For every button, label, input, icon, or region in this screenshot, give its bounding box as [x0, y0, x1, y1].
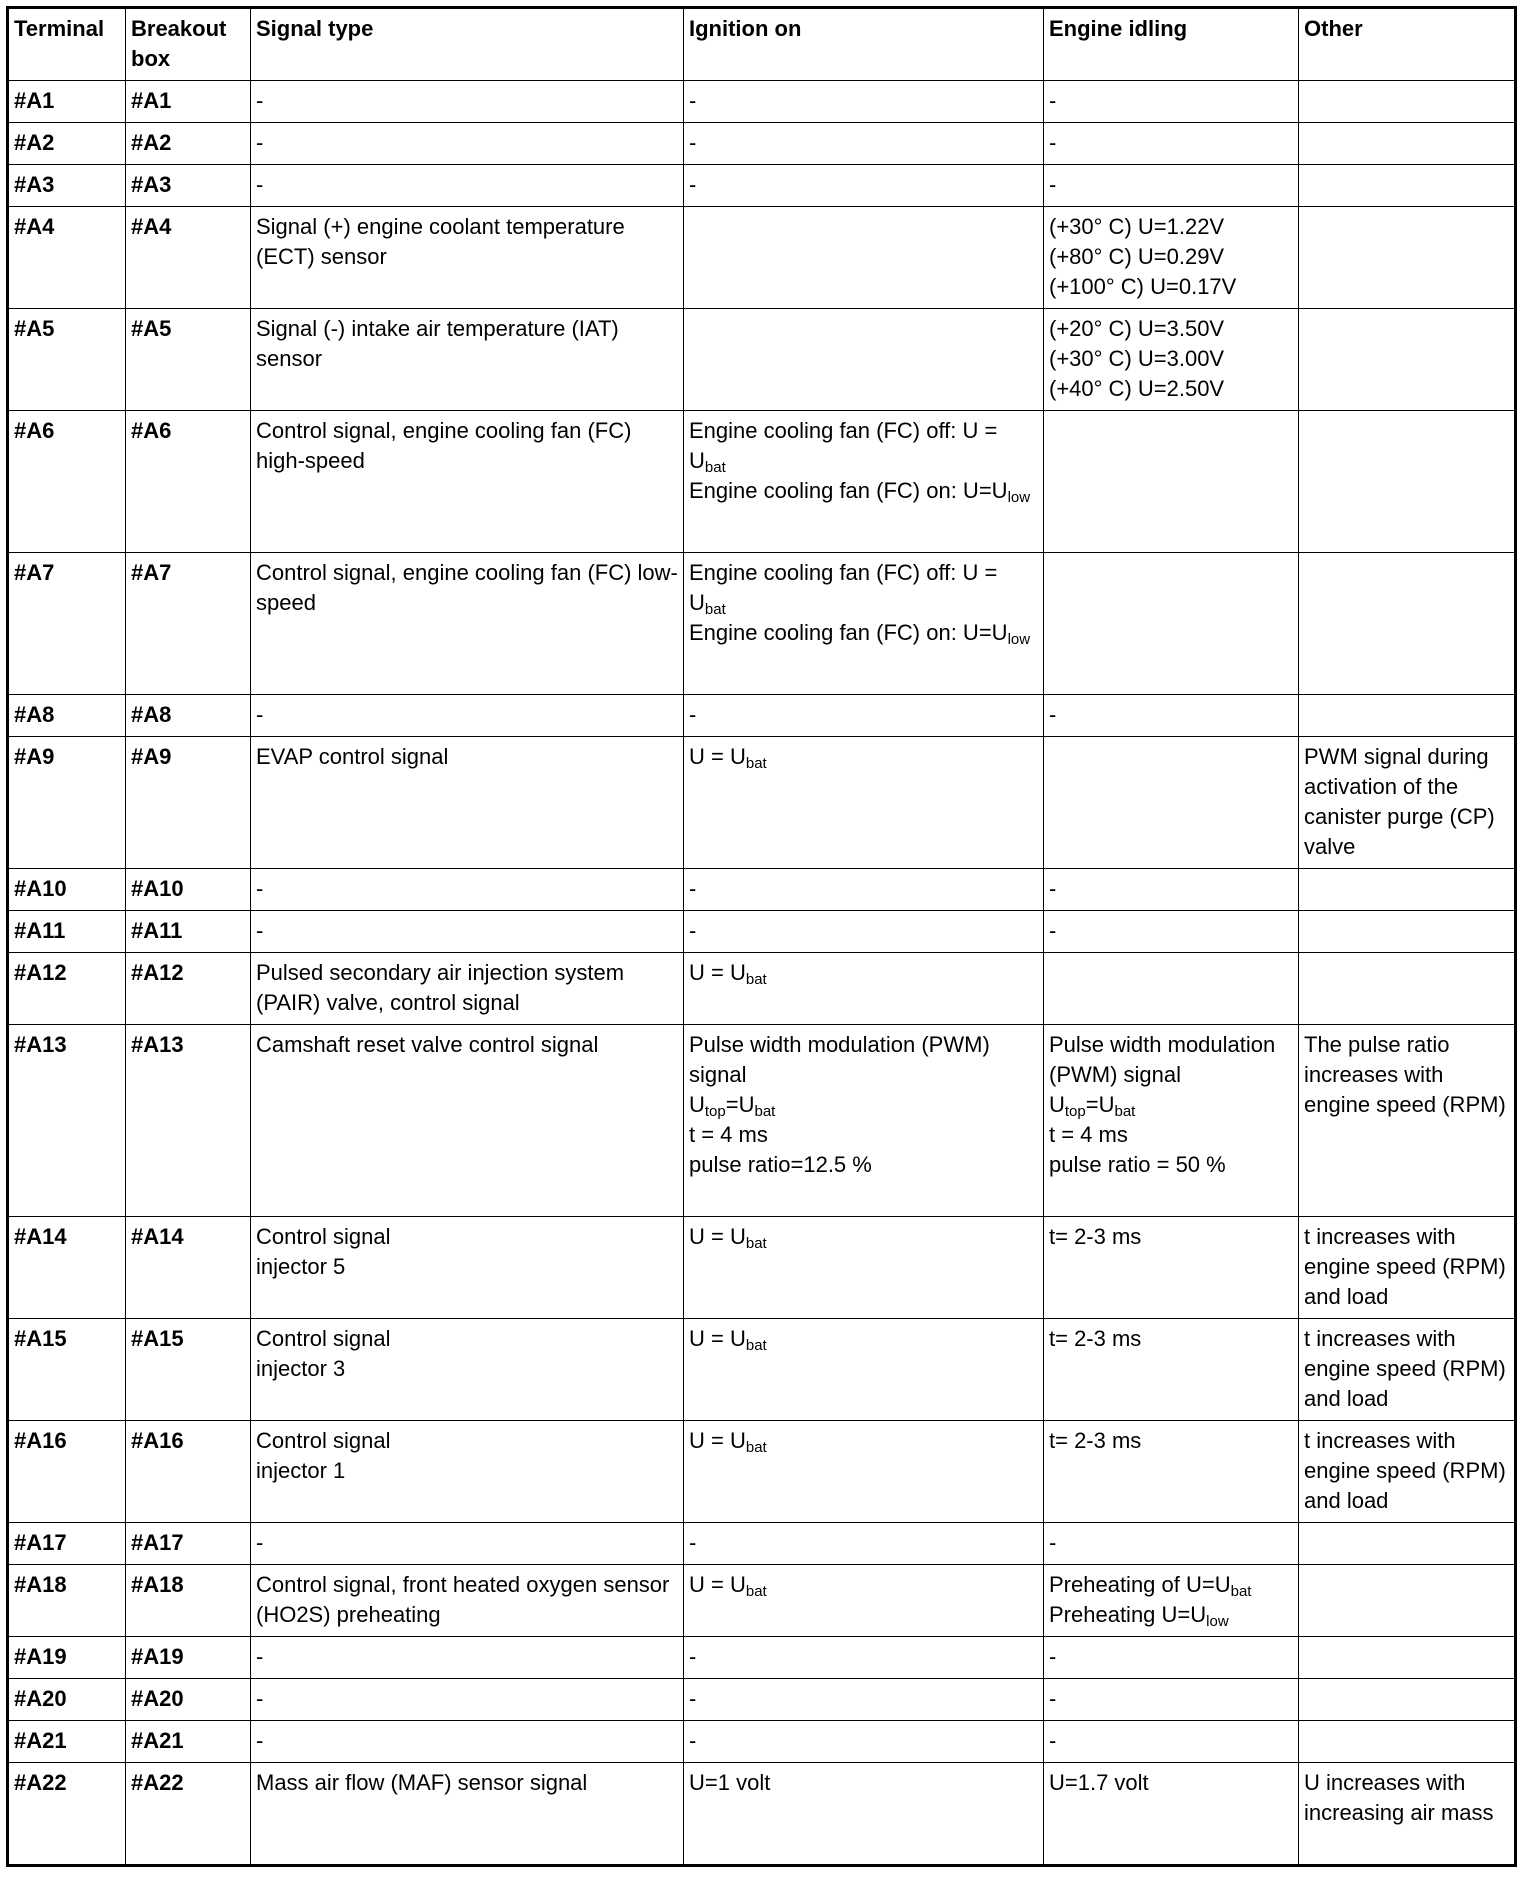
- signal-line: Control signal: [256, 1224, 391, 1249]
- terminal-cell: #A19: [8, 1637, 126, 1679]
- ignition-on-cell: -: [684, 1523, 1044, 1565]
- breakout-box-cell: #A14: [126, 1217, 251, 1319]
- engine-idling-cell: [1044, 1025, 1299, 1217]
- other-cell: [1299, 869, 1516, 911]
- terminal-cell: #A20: [8, 1679, 126, 1721]
- ignition-line: Engine cooling fan (FC) on: $U=U_{low}$: [689, 478, 1031, 506]
- ignition-on-cell: -: [684, 911, 1044, 953]
- terminal-cell: #A3: [8, 165, 126, 207]
- engine-idling-cell: -: [1044, 695, 1299, 737]
- breakout-box-cell: #A4: [126, 207, 251, 309]
- idling-line: t = 4 ms: [1049, 1122, 1128, 1147]
- idling-line: pulse ratio = 50 %: [1049, 1152, 1226, 1177]
- ignition-on-cell: -: [684, 123, 1044, 165]
- table-row: [8, 1679, 1516, 1721]
- ignition-on-cell: U=1 volt: [684, 1763, 1044, 1866]
- other-cell: [1299, 953, 1516, 1025]
- breakout-box-cell: #A11: [126, 911, 251, 953]
- engine-idling-cell: -: [1044, 1523, 1299, 1565]
- other-cell: [1299, 1679, 1516, 1721]
- ignition-on-cell: -: [684, 81, 1044, 123]
- engine-idling-cell: [1044, 207, 1299, 309]
- breakout-box-cell: #A22: [126, 1763, 251, 1866]
- breakout-box-cell: #A20: [126, 1679, 251, 1721]
- table-row: [8, 411, 1516, 553]
- signal-type-cell: Signal (+) engine coolant temperature (ECT) sensor: [251, 207, 684, 309]
- ignition-line: t = 4 ms: [689, 1122, 768, 1147]
- breakout-box-cell: #A17: [126, 1523, 251, 1565]
- signal-type-cell: -: [251, 1721, 684, 1763]
- idling-line: (+100° C) U=0.17V: [1049, 274, 1237, 299]
- engine-idling-cell: [1044, 411, 1299, 553]
- breakout-box-cell: #A7: [126, 553, 251, 695]
- breakout-box-cell: #A6: [126, 411, 251, 553]
- breakout-box-cell: #A12: [126, 953, 251, 1025]
- table-row: [8, 553, 1516, 695]
- signal-type-cell: [251, 1421, 684, 1523]
- table-header-row: [8, 8, 1516, 81]
- column-header-breakout-box: Breakout box: [126, 8, 251, 81]
- breakout-box-cell: #A19: [126, 1637, 251, 1679]
- other-cell: [1299, 1637, 1516, 1679]
- engine-idling-cell: -: [1044, 911, 1299, 953]
- terminal-cell: #A7: [8, 553, 126, 695]
- engine-idling-cell: -: [1044, 165, 1299, 207]
- terminal-cell: #A5: [8, 309, 126, 411]
- idling-line: (+30° C) U=3.00V: [1049, 346, 1225, 371]
- other-cell: [1299, 165, 1516, 207]
- breakout-box-cell: #A10: [126, 869, 251, 911]
- other-cell: [1299, 411, 1516, 553]
- other-cell: t increases with engine speed (RPM) and load: [1299, 1319, 1516, 1421]
- idling-line: $U_{top}=U_{bat}$: [1049, 1092, 1136, 1120]
- column-header-engine-idling: Engine idling: [1044, 8, 1299, 81]
- terminal-cell: #A2: [8, 123, 126, 165]
- ignition-on-cell: -: [684, 1637, 1044, 1679]
- terminal-cell: #A1: [8, 81, 126, 123]
- ignition-on-cell: $U = U_{bat}$: [684, 1217, 1044, 1319]
- ignition-line: Engine cooling fan (FC) off: $U = U_{bat}$: [689, 418, 998, 476]
- engine-idling-cell: [1044, 553, 1299, 695]
- column-header-terminal: Terminal: [8, 8, 126, 81]
- terminal-cell: #A21: [8, 1721, 126, 1763]
- table-row: [8, 207, 1516, 309]
- table-row: [8, 869, 1516, 911]
- engine-idling-cell: t= 2-3 ms: [1044, 1421, 1299, 1523]
- table-row: [8, 1637, 1516, 1679]
- terminal-cell: #A15: [8, 1319, 126, 1421]
- signal-type-cell: -: [251, 911, 684, 953]
- signal-type-cell: -: [251, 1637, 684, 1679]
- terminal-cell: #A14: [8, 1217, 126, 1319]
- breakout-box-cell: #A21: [126, 1721, 251, 1763]
- table-row: [8, 953, 1516, 1025]
- signal-type-cell: -: [251, 1679, 684, 1721]
- other-cell: [1299, 207, 1516, 309]
- table-row: [8, 81, 1516, 123]
- breakout-box-cell: #A9: [126, 737, 251, 869]
- signal-line: injector 3: [256, 1356, 346, 1381]
- column-header-ignition-on: Ignition on: [684, 8, 1044, 81]
- ignition-line: $U_{top}=U_{bat}$: [689, 1092, 776, 1120]
- other-cell: [1299, 123, 1516, 165]
- signal-type-cell: [251, 1217, 684, 1319]
- signal-line: Control signal: [256, 1428, 391, 1453]
- ignition-line: Engine cooling fan (FC) on: $U=U_{low}$: [689, 620, 1031, 648]
- signal-table: [6, 6, 1517, 1867]
- idling-line: (+20° C) U=3.50V: [1049, 316, 1225, 341]
- terminal-cell: #A17: [8, 1523, 126, 1565]
- ignition-on-cell: $U = U_{bat}$: [684, 1421, 1044, 1523]
- table-row: [8, 695, 1516, 737]
- engine-idling-cell: [1044, 1565, 1299, 1637]
- engine-idling-cell: t= 2-3 ms: [1044, 1217, 1299, 1319]
- other-cell: [1299, 911, 1516, 953]
- breakout-box-cell: #A18: [126, 1565, 251, 1637]
- other-cell: [1299, 81, 1516, 123]
- breakout-box-cell: #A2: [126, 123, 251, 165]
- signal-line: injector 5: [256, 1254, 346, 1279]
- table-row: [8, 911, 1516, 953]
- table-row: [8, 309, 1516, 411]
- other-cell: The pulse ratio increases with engine speed (RPM): [1299, 1025, 1516, 1217]
- table-row: [8, 1319, 1516, 1421]
- table-row: [8, 123, 1516, 165]
- other-cell: [1299, 695, 1516, 737]
- ignition-on-cell: [684, 553, 1044, 695]
- idling-line: Pulse width modulation (PWM) signal: [1049, 1032, 1276, 1087]
- terminal-cell: #A12: [8, 953, 126, 1025]
- signal-type-cell: Pulsed secondary air injection system (PAIR) valve, control signal: [251, 953, 684, 1025]
- signal-line: Control signal: [256, 1326, 391, 1351]
- other-cell: U increases with increasing air mass: [1299, 1763, 1516, 1866]
- table-row: [8, 165, 1516, 207]
- signal-type-cell: -: [251, 123, 684, 165]
- breakout-box-cell: #A5: [126, 309, 251, 411]
- other-cell: [1299, 1565, 1516, 1637]
- signal-type-cell: Camshaft reset valve control signal: [251, 1025, 684, 1217]
- breakout-box-cell: #A3: [126, 165, 251, 207]
- engine-idling-cell: -: [1044, 81, 1299, 123]
- signal-type-cell: -: [251, 81, 684, 123]
- engine-idling-cell: t= 2-3 ms: [1044, 1319, 1299, 1421]
- table-row: [8, 1721, 1516, 1763]
- signal-type-cell: Control signal, front heated oxygen sensor (HO2S) preheating: [251, 1565, 684, 1637]
- engine-idling-cell: [1044, 309, 1299, 411]
- engine-idling-cell: -: [1044, 869, 1299, 911]
- ignition-on-cell: -: [684, 1721, 1044, 1763]
- signal-type-cell: -: [251, 869, 684, 911]
- breakout-box-cell: #A16: [126, 1421, 251, 1523]
- signal-type-cell: -: [251, 165, 684, 207]
- column-header-other: Other: [1299, 8, 1516, 81]
- document: [6, 6, 1514, 1867]
- engine-idling-cell: -: [1044, 1637, 1299, 1679]
- idling-line: (+40° C) U=2.50V: [1049, 376, 1225, 401]
- ignition-line: Engine cooling fan (FC) off: $U = U_{bat}$: [689, 560, 998, 618]
- engine-idling-cell: [1044, 737, 1299, 869]
- table-row: [8, 1217, 1516, 1319]
- signal-type-cell: Control signal, engine cooling fan (FC) high-speed: [251, 411, 684, 553]
- ignition-line: Pulse width modulation (PWM) signal: [689, 1032, 990, 1087]
- breakout-box-cell: #A15: [126, 1319, 251, 1421]
- terminal-cell: #A11: [8, 911, 126, 953]
- signal-type-cell: [251, 1319, 684, 1421]
- table-row: [8, 1763, 1516, 1866]
- breakout-box-cell: #A1: [126, 81, 251, 123]
- ignition-on-cell: -: [684, 695, 1044, 737]
- ignition-on-cell: -: [684, 165, 1044, 207]
- idling-line: (+80° C) U=0.29V: [1049, 244, 1225, 269]
- other-cell: [1299, 553, 1516, 695]
- terminal-cell: #A13: [8, 1025, 126, 1217]
- terminal-cell: #A16: [8, 1421, 126, 1523]
- ignition-on-cell: $U = U_{bat}$: [684, 737, 1044, 869]
- idling-line: (+30° C) U=1.22V: [1049, 214, 1225, 239]
- ignition-on-cell: [684, 309, 1044, 411]
- engine-idling-cell: -: [1044, 123, 1299, 165]
- other-cell: t increases with engine speed (RPM) and load: [1299, 1217, 1516, 1319]
- engine-idling-cell: [1044, 953, 1299, 1025]
- table-row: [8, 1565, 1516, 1637]
- ignition-on-cell: [684, 411, 1044, 553]
- signal-type-cell: Control signal, engine cooling fan (FC) low-speed: [251, 553, 684, 695]
- breakout-box-cell: #A13: [126, 1025, 251, 1217]
- signal-type-cell: -: [251, 1523, 684, 1565]
- table-row: [8, 1025, 1516, 1217]
- terminal-cell: #A10: [8, 869, 126, 911]
- terminal-cell: #A9: [8, 737, 126, 869]
- idling-line: Preheating $U=U_{low}$: [1049, 1602, 1229, 1630]
- ignition-on-cell: $U = U_{bat}$: [684, 953, 1044, 1025]
- engine-idling-cell: -: [1044, 1679, 1299, 1721]
- engine-idling-cell: -: [1044, 1721, 1299, 1763]
- ignition-on-cell: -: [684, 1679, 1044, 1721]
- other-cell: [1299, 1721, 1516, 1763]
- table-row: [8, 1523, 1516, 1565]
- table-row: [8, 737, 1516, 869]
- breakout-box-cell: #A8: [126, 695, 251, 737]
- table-row: [8, 1421, 1516, 1523]
- terminal-cell: #A8: [8, 695, 126, 737]
- other-cell: [1299, 309, 1516, 411]
- other-cell: PWM signal during activation of the canister purge (CP) valve: [1299, 737, 1516, 869]
- idling-line: Preheating of $U=U_{bat}$: [1049, 1572, 1252, 1600]
- terminal-cell: #A6: [8, 411, 126, 553]
- engine-idling-cell: U=1.7 volt: [1044, 1763, 1299, 1866]
- signal-type-cell: -: [251, 695, 684, 737]
- terminal-cell: #A22: [8, 1763, 126, 1866]
- ignition-on-cell: -: [684, 869, 1044, 911]
- ignition-on-cell: $U = U_{bat}$: [684, 1565, 1044, 1637]
- other-cell: t increases with engine speed (RPM) and load: [1299, 1421, 1516, 1523]
- signal-type-cell: Mass air flow (MAF) sensor signal: [251, 1763, 684, 1866]
- column-header-signal-type: Signal type: [251, 8, 684, 81]
- signal-type-cell: EVAP control signal: [251, 737, 684, 869]
- ignition-on-cell: [684, 207, 1044, 309]
- terminal-cell: #A4: [8, 207, 126, 309]
- ignition-line: pulse ratio=12.5 %: [689, 1152, 872, 1177]
- ignition-on-cell: [684, 1025, 1044, 1217]
- other-cell: [1299, 1523, 1516, 1565]
- signal-type-cell: Signal (-) intake air temperature (IAT) sensor: [251, 309, 684, 411]
- signal-line: injector 1: [256, 1458, 346, 1483]
- terminal-cell: #A18: [8, 1565, 126, 1637]
- ignition-on-cell: $U = U_{bat}$: [684, 1319, 1044, 1421]
